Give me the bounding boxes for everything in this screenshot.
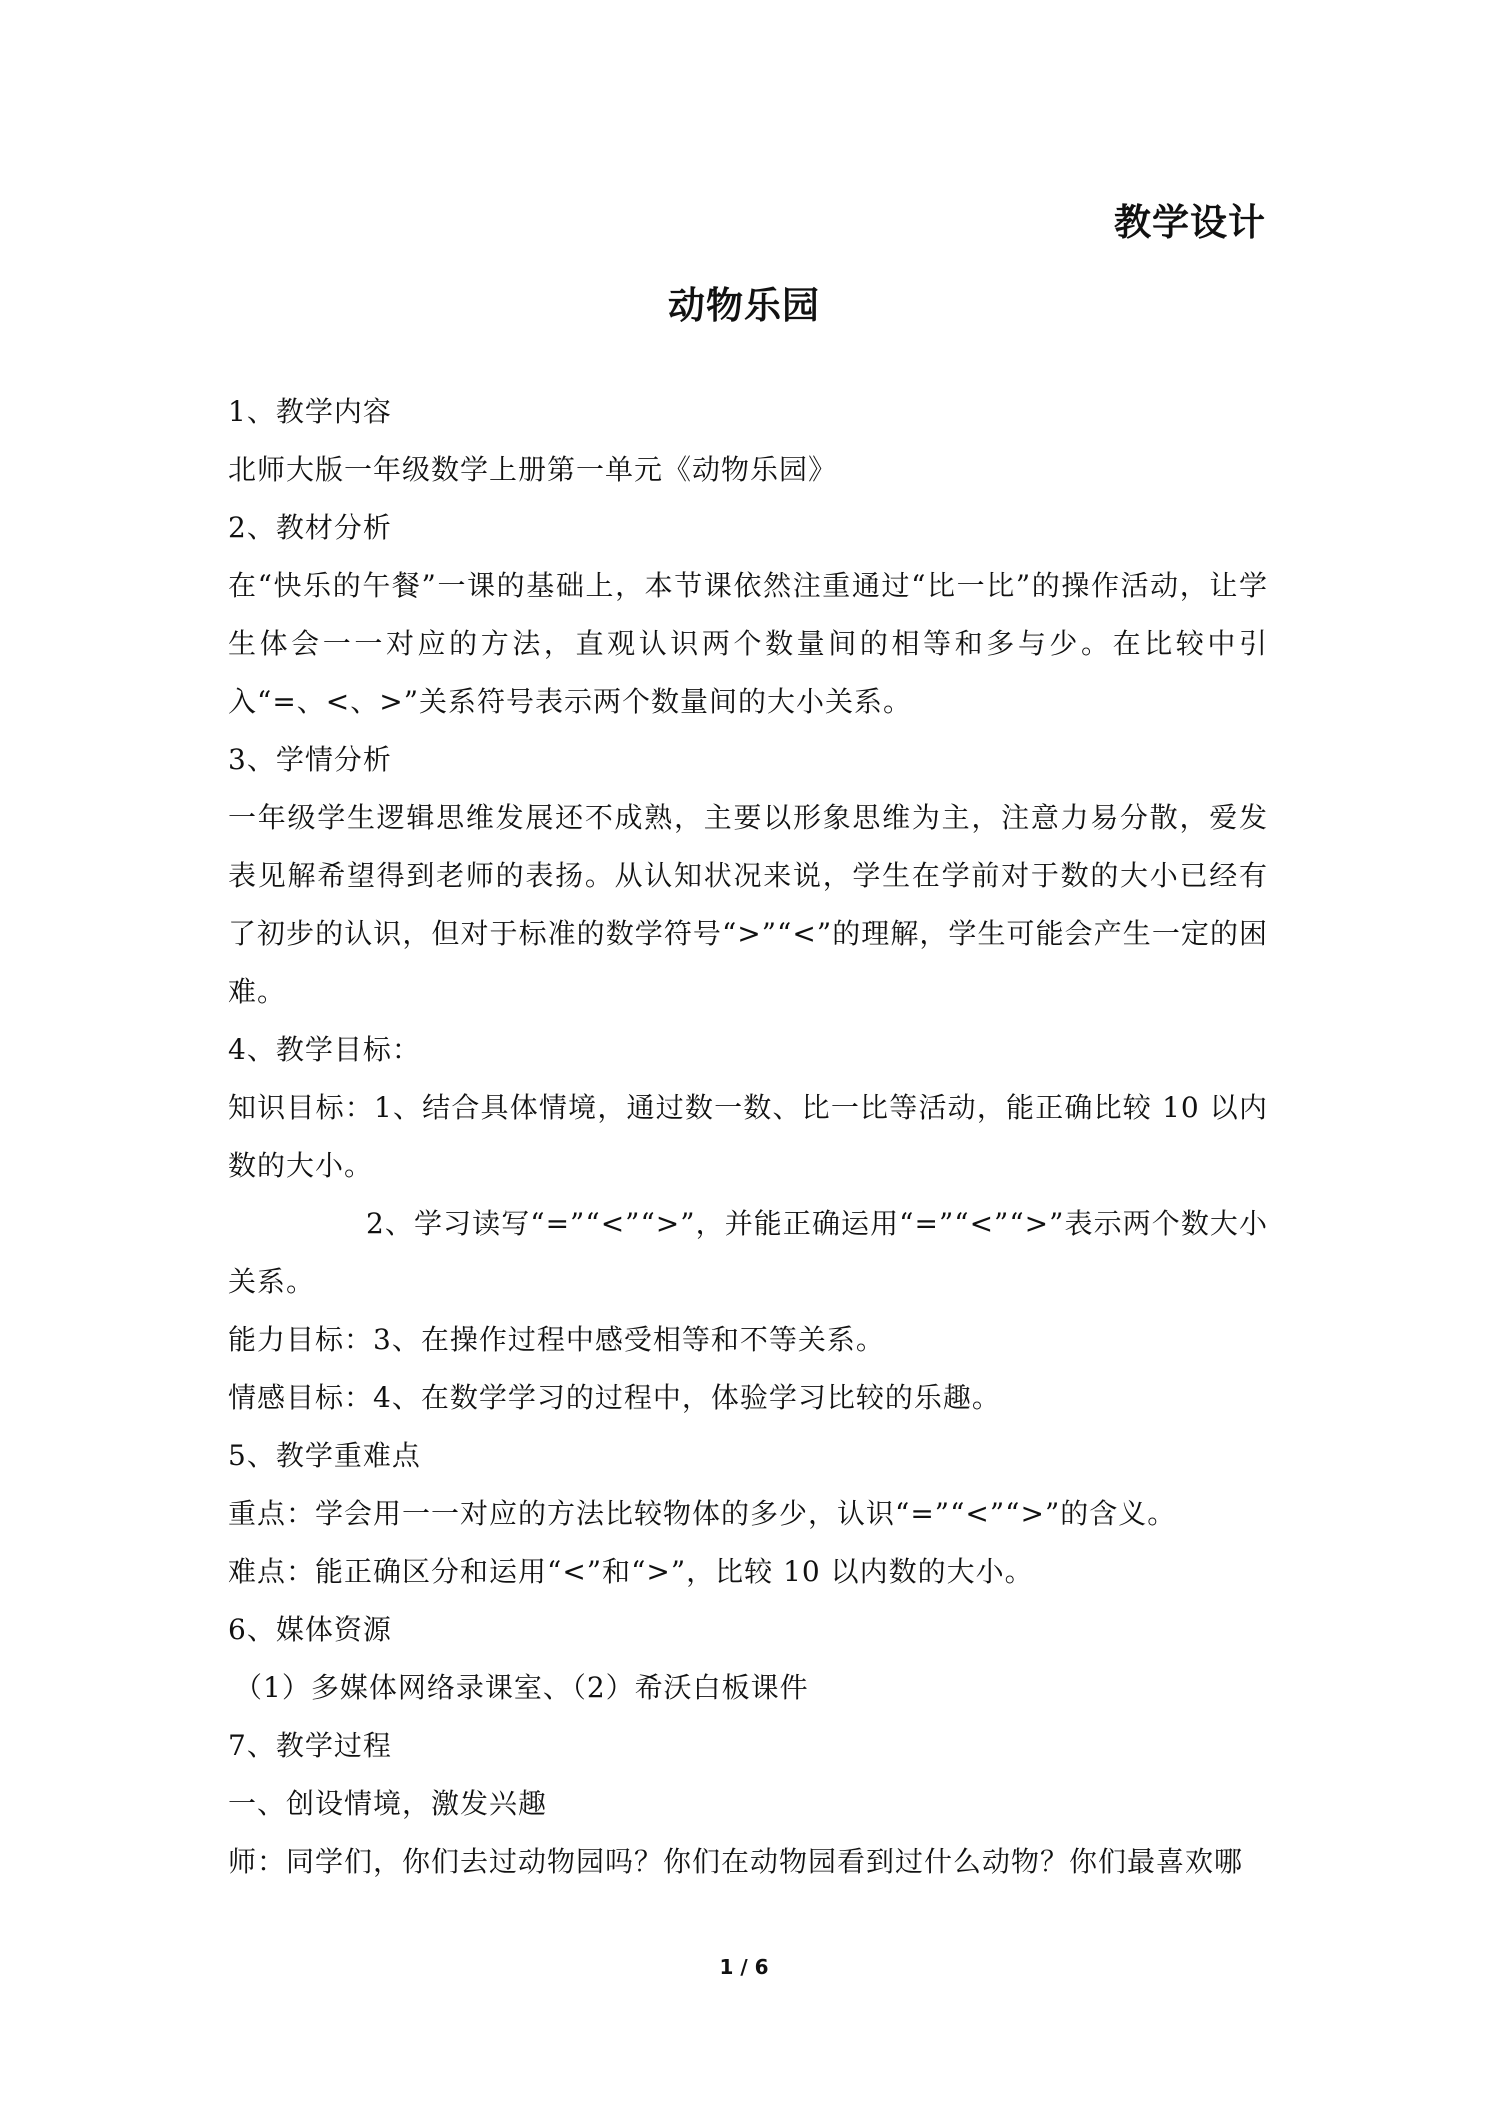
section-heading-goals: 4、教学目标： xyxy=(228,1033,421,1066)
process-step-1-heading: 一、创设情境，激发兴趣 xyxy=(228,1787,548,1820)
goal-emotion: 情感目标：4、在数学学习的过程中，体验学习比较的乐趣。 xyxy=(228,1381,1001,1414)
media-list: （1）多媒体网络录课室、（2）希沃白板课件 xyxy=(234,1671,809,1704)
section-heading-keypoints: 5、教学重难点 xyxy=(228,1439,421,1472)
goal-knowledge-2: 2、学习读写“=”“<”“>”，并能正确运用“=”“<”“>”表示两个数大小关系。 xyxy=(228,1207,1268,1298)
goal-knowledge-1: 知识目标：1、结合具体情境，通过数一数、比一比等活动，能正确比较 10 以内数的大小。 xyxy=(228,1091,1268,1182)
paragraph-content: 北师大版一年级数学上册第一单元《动物乐园》 xyxy=(228,453,838,486)
paragraph-materials: 在“快乐的午餐”一课的基础上，本节课依然注重通过“比一比”的操作活动，让学生体会一一对应的方法，直观认识两个数量间的相等和多与少。在比较中引入“=、<、>”关系符号表示两个数量间的大小关系。 xyxy=(228,569,1268,718)
page-number: 1 / 6 xyxy=(719,1955,769,1979)
paragraph-students: 一年级学生逻辑思维发展还不成熟，主要以形象思维为主，注意力易分散，爱发表见解希望得到老师的表扬。从认知状况来说，学生在学前对于数的大小已经有了初步的认识，但对于标准的数学符号“>”“<”的理解，学生可能会产生一定的困难。 xyxy=(228,801,1268,1008)
process-teacher-line: 师：同学们，你们去过动物园吗？你们在动物园看到过什么动物？你们最喜欢哪 xyxy=(228,1845,1244,1878)
section-heading-media: 6、媒体资源 xyxy=(228,1613,392,1646)
key-point: 重点：学会用一一对应的方法比较物体的多少，认识“=”“<”“>”的含义。 xyxy=(228,1497,1177,1530)
document-title: 动物乐园 xyxy=(668,284,820,327)
section-heading-materials: 2、教材分析 xyxy=(228,511,392,544)
section-heading-students: 3、学情分析 xyxy=(228,743,392,776)
difficult-point: 难点：能正确区分和运用“<”和“>”，比较 10 以内数的大小。 xyxy=(228,1555,1034,1588)
section-heading-process: 7、教学过程 xyxy=(228,1729,392,1762)
goal-ability: 能力目标：3、在操作过程中感受相等和不等关系。 xyxy=(228,1323,885,1356)
document-type-label: 教学设计 xyxy=(1114,201,1266,244)
section-heading-content: 1、教学内容 xyxy=(228,395,392,428)
document-body xyxy=(228,383,1268,1891)
